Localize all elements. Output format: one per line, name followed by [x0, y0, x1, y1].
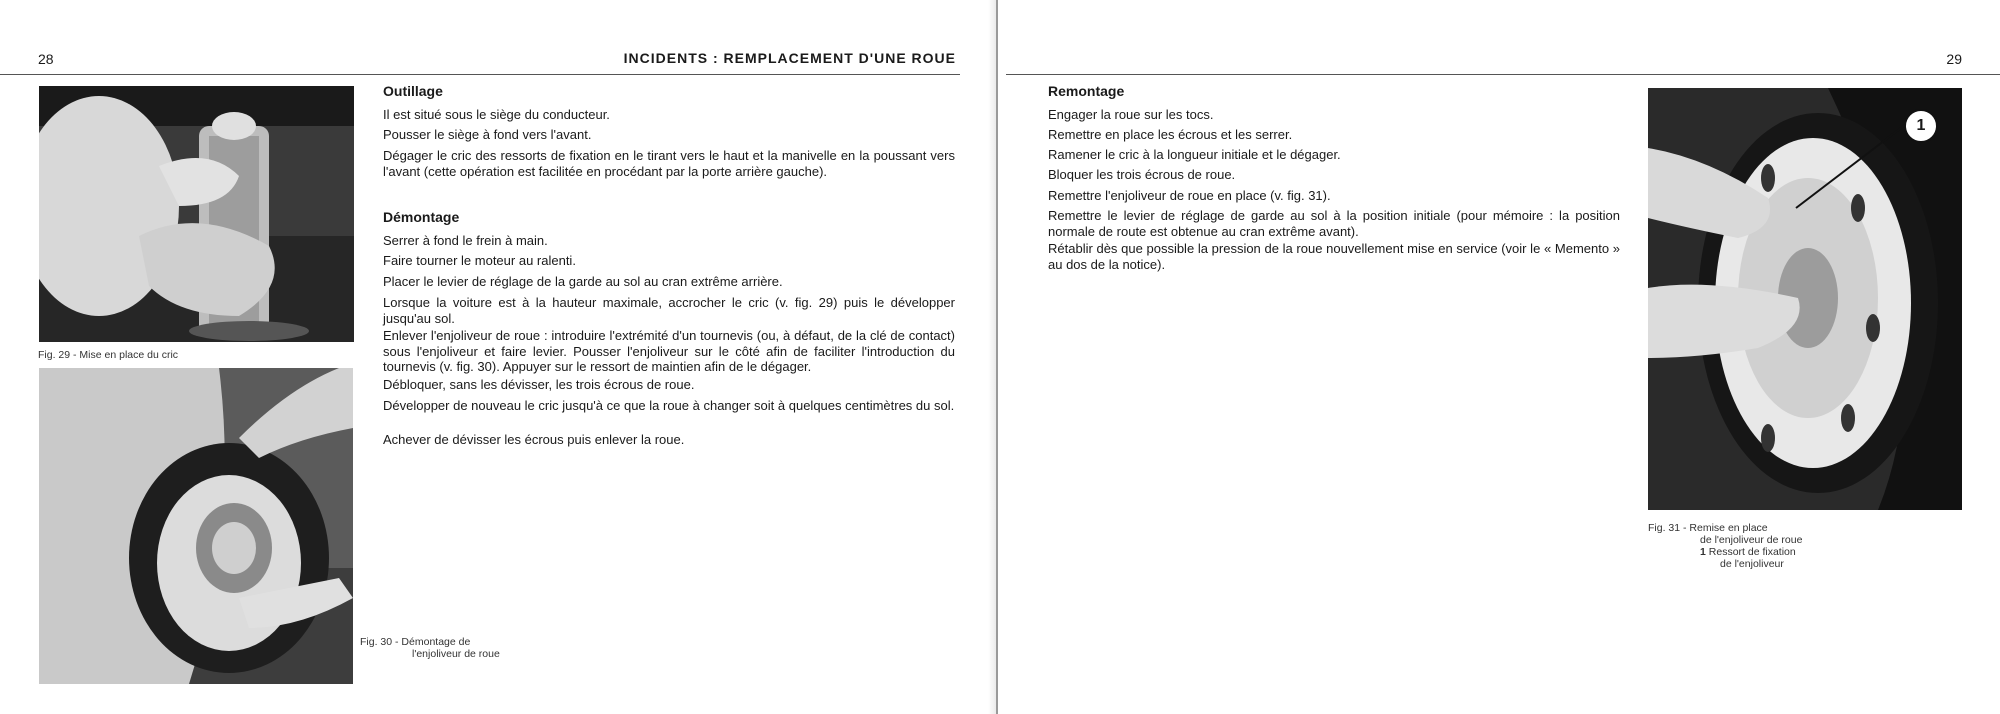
- right-page: [998, 0, 2000, 714]
- figure-30-photo: [39, 368, 353, 684]
- figure-31-item-number: 1: [1700, 546, 1706, 558]
- figure-31-caption-line1: Fig. 31 - Remise en place: [1648, 522, 1768, 534]
- figure-31-caption-line3: Ressort de fixation: [1708, 546, 1796, 558]
- paragraph: Dégager le cric des ressorts de fixation en le tirant vers le haut et la manivelle en la poussant vers l'avant (cette opération est facilitée en procédant par la porte arrière gauche).: [383, 148, 955, 179]
- paragraph: Achever de dévisser les écrous puis enlever la roue.: [383, 432, 685, 447]
- paragraph: Engager la roue sur les tocs.: [1048, 107, 1214, 122]
- page-number: 28: [38, 51, 54, 67]
- paragraph: Débloquer, sans les dévisser, les trois écrous de roue.: [383, 377, 695, 392]
- page-header-title: INCIDENTS : REMPLACEMENT D'UNE ROUE: [623, 50, 956, 66]
- figure-31-caption: [1648, 522, 1802, 570]
- paragraph: Remettre en place les écrous et les serrer.: [1048, 127, 1293, 142]
- paragraph: Pousser le siège à fond vers l'avant.: [383, 127, 592, 142]
- paragraph: Rétablir dès que possible la pression de la roue nouvellement mise en service (voir le « Memento » au dos de la notice).: [1048, 241, 1620, 272]
- paragraph: Lorsque la voiture est à la hauteur maximale, accrocher le cric (v. fig. 29) puis le développer jusqu'au sol.: [383, 295, 955, 326]
- figure-31-callout: 1: [1904, 109, 1938, 143]
- gutter-shadow: [988, 0, 996, 714]
- paragraph: Ramener le cric à la longueur initiale et le dégager.: [1048, 147, 1341, 162]
- section-title-demontage: Démontage: [383, 209, 460, 225]
- section-title-outillage: Outillage: [383, 83, 443, 99]
- paragraph: Développer de nouveau le cric jusqu'à ce que la roue à changer soit à quelques centimètres du sol.: [383, 398, 955, 413]
- left-page: [0, 0, 998, 714]
- paragraph: Il est situé sous le siège du conducteur.: [383, 107, 610, 122]
- paragraph: Serrer à fond le frein à main.: [383, 233, 548, 248]
- figure-30-caption-line1: Fig. 30 - Démontage de: [360, 636, 471, 648]
- section-title-remontage: Remontage: [1048, 83, 1125, 99]
- figure-31-caption-line2: de l'enjoliveur de roue: [1700, 534, 1803, 546]
- paragraph: Enlever l'enjoliveur de roue : introduire l'extrémité d'un tournevis (ou, à défaut, de la clé de contact) sous l'enjoliveur et faire levier. Pousser l'enjoliveur sur le côté afin de faciliter l'introduction du tournevis (v. fig. 30). Appuyer sur le ressort de maintien afin de le dégager.: [383, 328, 955, 374]
- figure-30-caption: [360, 636, 500, 660]
- header-rule: [1006, 74, 2000, 75]
- paragraph: Bloquer les trois écrous de roue.: [1048, 167, 1236, 182]
- header-rule: [0, 74, 960, 75]
- figure-30-caption-line2: l'enjoliveur de roue: [412, 648, 500, 660]
- paragraph: Faire tourner le moteur au ralenti.: [383, 253, 576, 268]
- figure-29-caption: Fig. 29 - Mise en place du cric: [38, 349, 179, 361]
- figure-31-caption-line4: de l'enjoliveur: [1720, 558, 1784, 570]
- figure-29-photo: [39, 86, 354, 342]
- figure-31-photo: [1648, 88, 1962, 510]
- paragraph: Remettre l'enjoliveur de roue en place (v. fig. 31).: [1048, 188, 1331, 203]
- page-number: 29: [1946, 51, 1962, 67]
- paragraph: Placer le levier de réglage de la garde au sol au cran extrême arrière.: [383, 274, 783, 289]
- paragraph: Remettre le levier de réglage de garde au sol à la position initiale (pour mémoire : la position normale de route est obtenue au cran extrême avant).: [1048, 208, 1620, 239]
